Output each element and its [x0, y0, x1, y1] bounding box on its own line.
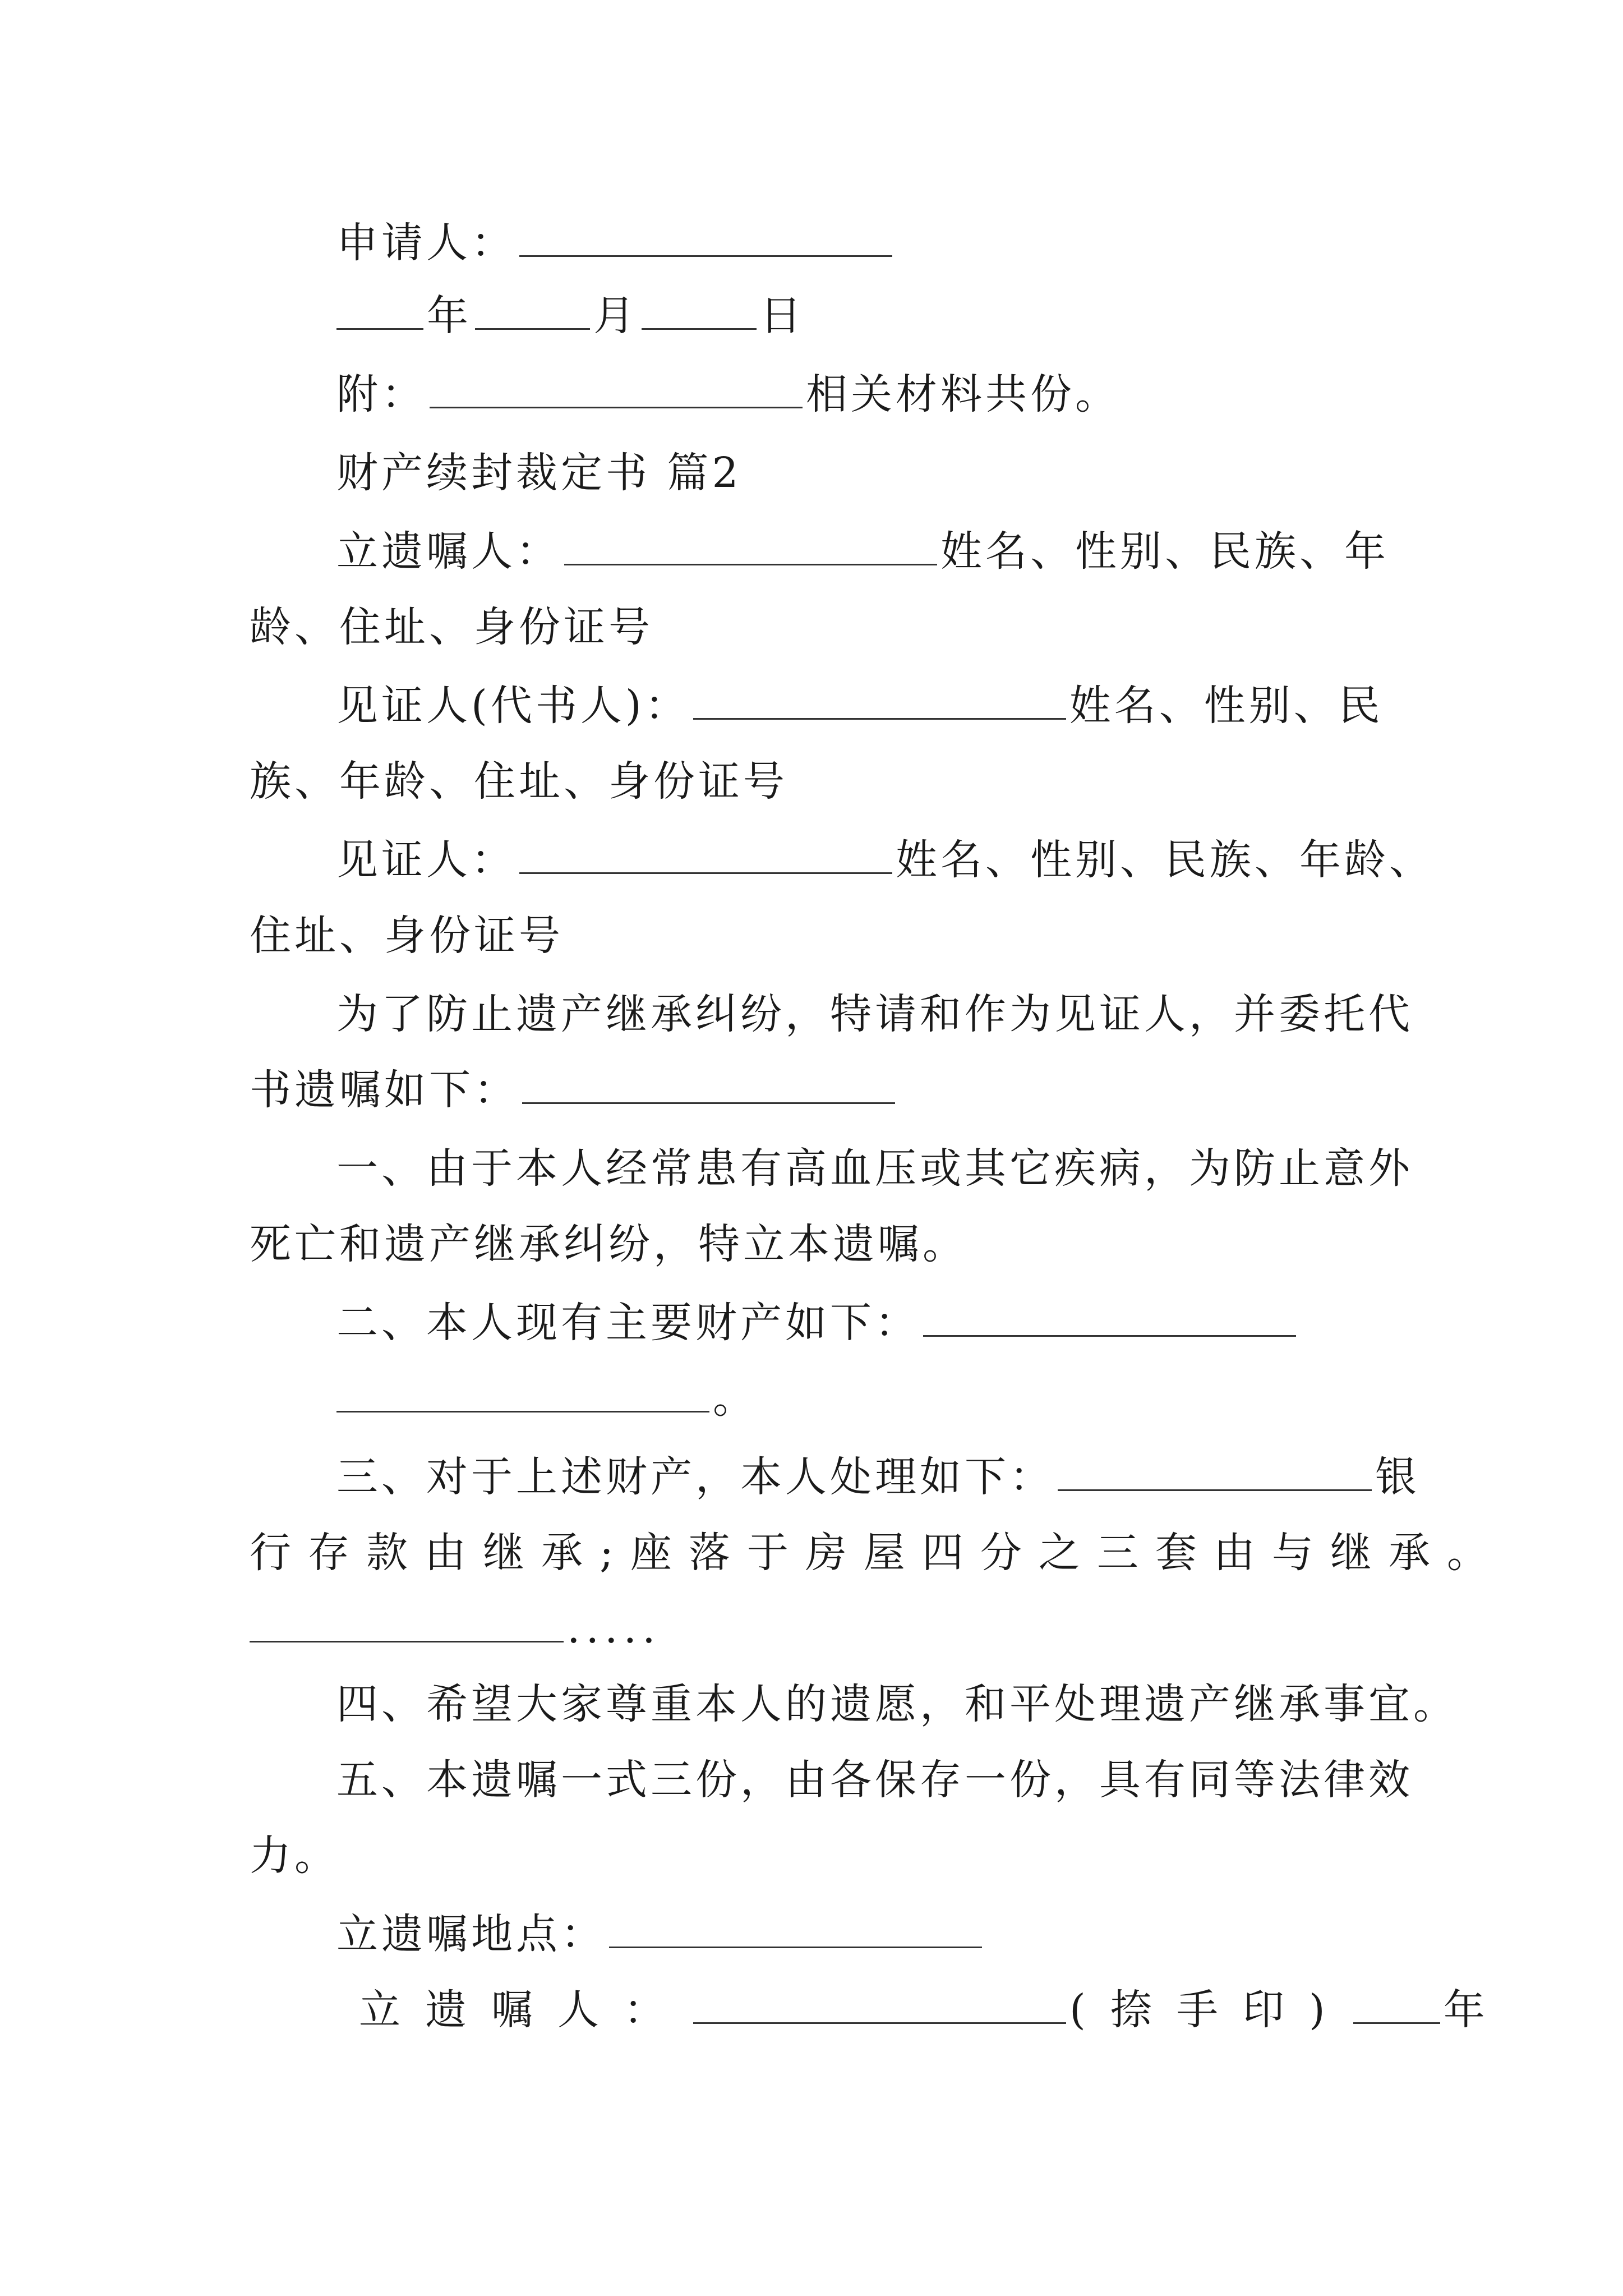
signature-label: 立遗嘱人： [359, 1986, 690, 2034]
preamble-text: 书遗嘱如下： [250, 1066, 519, 1114]
section-title: 财产续封裁定书 篇2 [336, 449, 742, 497]
date-line [336, 289, 1394, 343]
attachment-label: 附： [336, 370, 426, 418]
witness-writer-line [336, 679, 1394, 733]
witness-writer-cont: 族、年龄、住址、身份证号 [250, 757, 788, 806]
clause2-blank1[interactable] [923, 1296, 1296, 1337]
clause1-line1: 一、由于本人经常患有高血压或其它疾病，为防止意外 [336, 1144, 1413, 1193]
witness-writer-suffix: 姓名、性别、民 [1069, 682, 1384, 730]
fingerprint-mark: (捺手印) [1069, 1986, 1350, 2034]
applicant-blank[interactable] [519, 216, 892, 257]
witness-cont: 住址、身份证号 [250, 912, 564, 960]
preamble-blank[interactable] [522, 1063, 895, 1104]
clause2-line [336, 1296, 1394, 1350]
witness-blank[interactable] [519, 833, 892, 874]
attachment-suffix: 相关材料共份。 [806, 370, 1120, 418]
applicant-label: 申请人： [336, 219, 516, 267]
clause3-label: 三、对于上述财产，本人处理如下： [336, 1453, 1054, 1501]
place-line [336, 1907, 1394, 1961]
testator-label: 立遗嘱人： [336, 527, 561, 576]
witness-writer-label: 见证人(代书人)： [336, 682, 690, 730]
testator-blank[interactable] [564, 524, 937, 565]
attachment-line [336, 367, 1394, 421]
clause3-blank1[interactable] [1058, 1450, 1372, 1491]
attachment-blank[interactable] [430, 367, 803, 408]
year-blank[interactable] [336, 289, 423, 330]
signature-blank[interactable] [693, 1983, 1066, 2024]
place-label: 立遗嘱地点： [336, 1910, 606, 1958]
witness-suffix: 姓名、性别、民族、年龄、 [896, 836, 1434, 884]
applicant-line [336, 216, 1394, 270]
month-blank[interactable] [475, 289, 590, 330]
signature-line [359, 1983, 1488, 2037]
clause3-line3 [250, 1602, 1394, 1655]
testator-suffix: 姓名、性别、民族、年 [940, 527, 1389, 576]
clause4-line: 四、希望大家尊重本人的遗愿，和平处理遗产继承事宜。 [336, 1680, 1458, 1728]
month-label: 月 [593, 292, 638, 340]
witness-label: 见证人： [336, 836, 516, 884]
clause3-line1 [336, 1450, 1420, 1504]
witness-line [336, 833, 1434, 887]
day-blank[interactable] [642, 289, 757, 330]
signature-year-label: 年 [1443, 1986, 1488, 2034]
clause2-cont [336, 1372, 1394, 1425]
clause3-dots: ..... [567, 1604, 661, 1653]
preamble-line2 [250, 1063, 1394, 1117]
clause3-suffix: 银 [1375, 1453, 1420, 1501]
clause3-line2: 行存款由继承;座落于房屋四分之三套由与继承。 [250, 1529, 1505, 1577]
year-label: 年 [427, 292, 472, 340]
place-blank[interactable] [609, 1907, 982, 1948]
clause2-blank2[interactable] [336, 1372, 709, 1412]
clause2-end: 。 [713, 1374, 758, 1423]
signature-year-blank[interactable] [1353, 1983, 1440, 2024]
preamble-line1: 为了防止遗产继承纠纷，特请和作为见证人，并委托代 [336, 990, 1413, 1038]
clause3-blank2[interactable] [250, 1602, 564, 1642]
witness-writer-blank[interactable] [693, 679, 1066, 720]
clause1-line2: 死亡和遗产继承纠纷，特立本遗嘱。 [250, 1220, 967, 1268]
testator-line [336, 524, 1394, 578]
clause2-label: 二、本人现有主要财产如下： [336, 1299, 920, 1347]
day-label: 日 [760, 292, 805, 340]
clause5-line2: 力。 [250, 1832, 339, 1880]
clause5-line1: 五、本遗嘱一式三份，由各保存一份，具有同等法律效 [336, 1756, 1413, 1804]
testator-line-cont: 龄、住址、身份证号 [250, 603, 653, 651]
